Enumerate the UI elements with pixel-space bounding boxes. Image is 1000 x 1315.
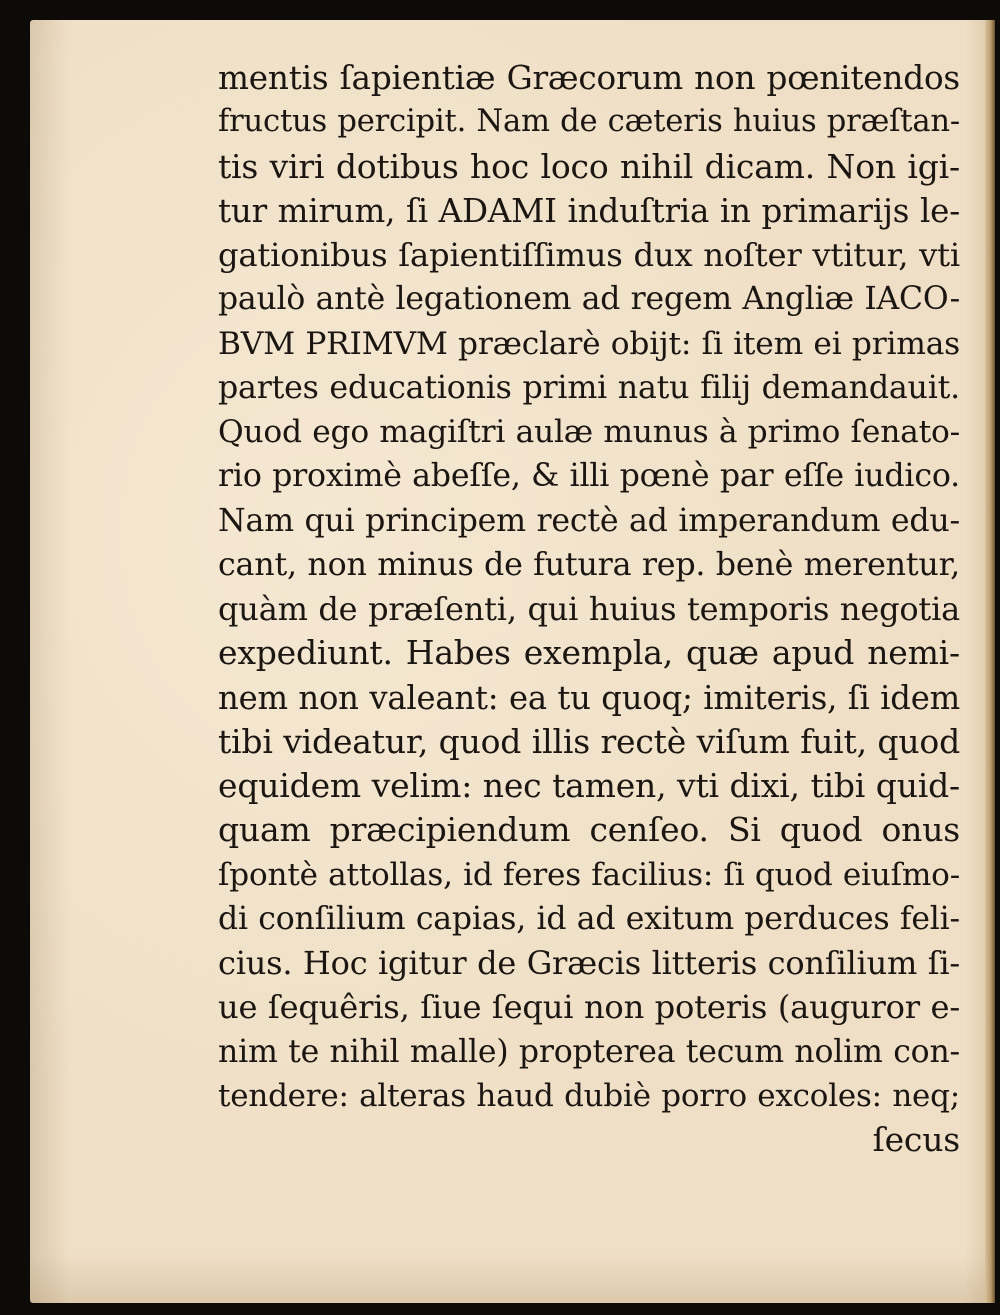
text-line-3: tis viri dotibus hoc loco nihil dicam. Non igi-	[218, 146, 960, 186]
text-line-24: tendere: alteras haud dubiè porro excoles: neq;	[218, 1077, 960, 1114]
page-edge	[985, 20, 995, 1303]
text-line-22: ue ſequêris, ſiue ſequi non poteris (auguror e-	[218, 988, 960, 1027]
text-line-8: partes educationis primi natu filij demandauit.	[218, 369, 960, 406]
text-line-16: tibi videatur, quod illis rectè viſum fuit, quod	[218, 721, 960, 761]
text-line-7: BVM PRIMVM præclarè obijt: ſi item ei primas	[218, 325, 960, 362]
text-line-11: Nam qui principem rectè ad imperandum edu-	[218, 502, 960, 539]
text-line-5: gationibus ſapientiſſimus dux noſter vtitur, vti	[218, 236, 960, 274]
text-line-21: cius. Hoc igitur de Græcis litteris conſilium ſi-	[218, 944, 960, 982]
text-line-12: cant, non minus de futura rep. benè merentur,	[218, 546, 960, 583]
text-line-10: rio proximè abeſſe, & illi pœnè par eſſe iudico.	[218, 458, 960, 495]
text-line-14: expediunt. Habes exempla, quæ apud nemi-	[218, 633, 960, 673]
text-line-4: tur mirum, ſi ADAMI induſtria in primarijs le-	[218, 191, 960, 230]
text-line-2: fructus percipit. Nam de cæteris huius præſtan-	[218, 104, 960, 140]
text-line-1: mentis ſapientiæ Græcorum non pœnitendos	[218, 59, 960, 97]
text-line-20: di conſilium capias, id ad exitum perduces feli-	[218, 900, 960, 937]
text-line-18: quam præcipiendum cenſeo. Si quod onus	[218, 810, 960, 850]
text-line-17: equidem velim: nec tamen, vti dixi, tibi quid-	[218, 766, 960, 805]
text-line-23: nim te nihil malle) propterea tecum nolim con-	[218, 1033, 960, 1070]
text-line-6: paulò antè legationem ad regem Angliæ IACO-	[218, 281, 960, 318]
body-text	[218, 56, 960, 1162]
text-line-19: ſpontè attollas, id feres facilius: ſi quod eiuſmo-	[218, 856, 960, 893]
text-line-9: Quod ego magiſtri aulæ munus à primo ſenato-	[218, 414, 960, 450]
catchword: ſecus	[872, 1120, 960, 1159]
text-line-13: quàm de præſenti, qui huius temporis negotia	[218, 590, 960, 628]
text-line-15: nem non valeant: ea tu quoq; imiteris, ſi idem	[218, 678, 960, 717]
